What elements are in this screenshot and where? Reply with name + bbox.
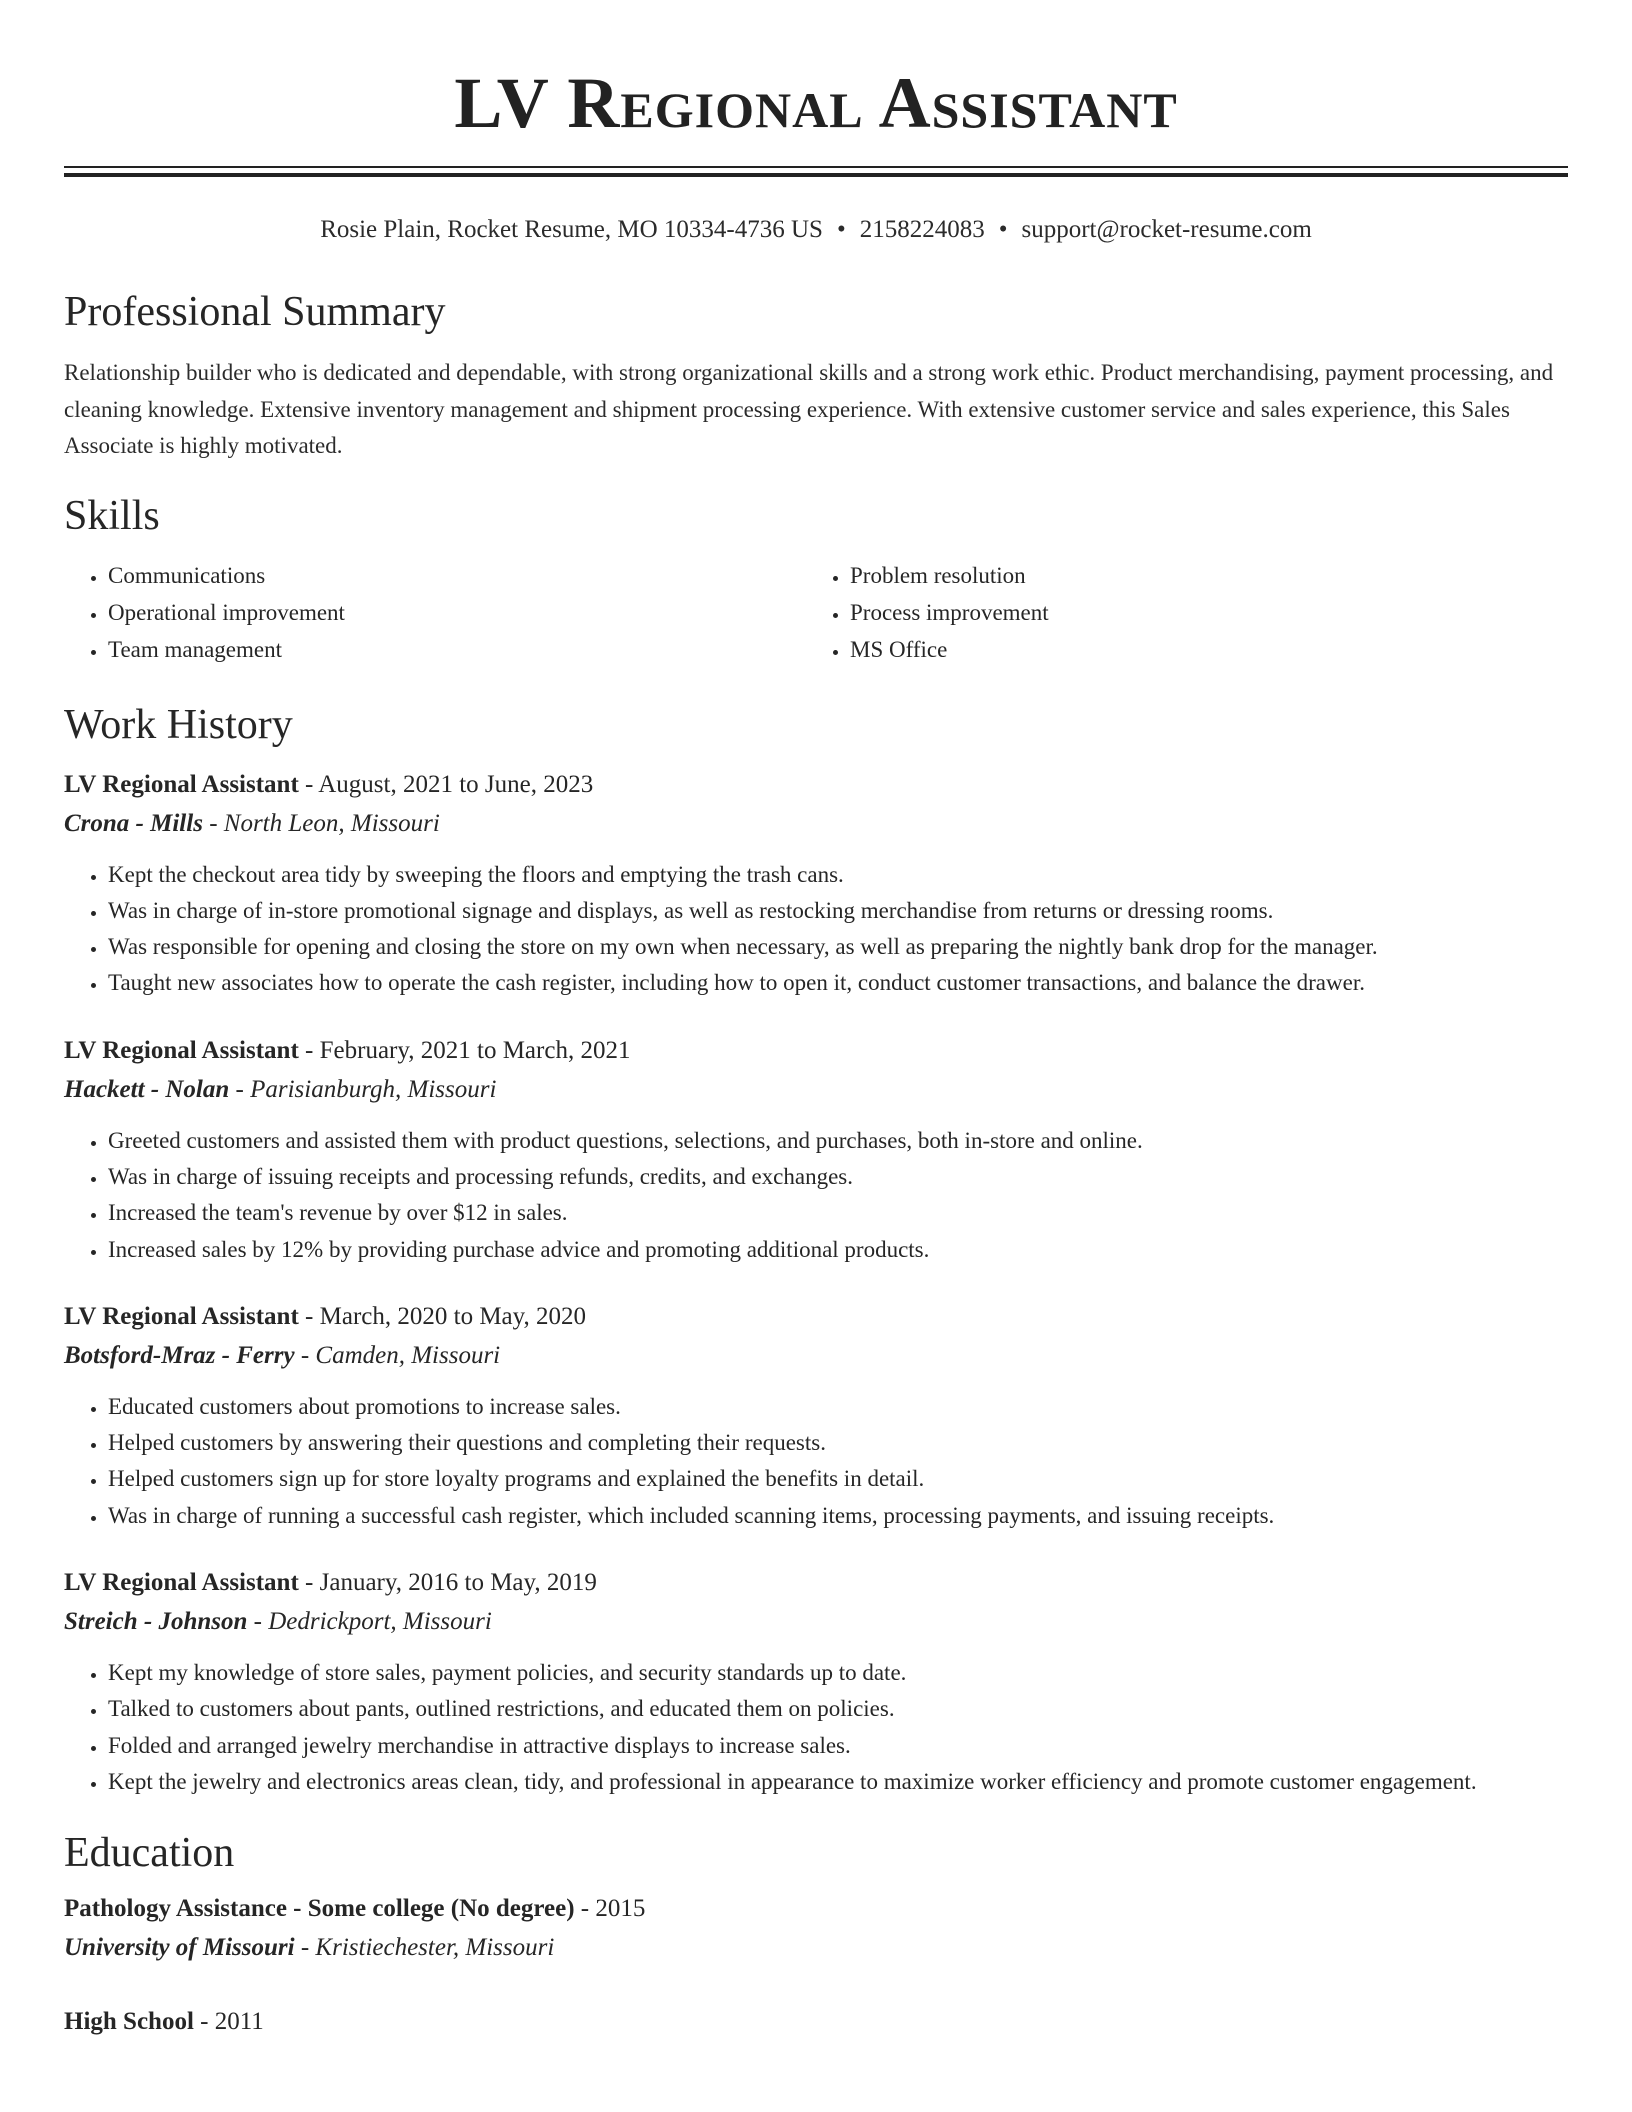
job-title-line (64, 1032, 1568, 1070)
job-company: Crona - Mills (64, 809, 203, 837)
job-location: - Dedrickport, Missouri (247, 1608, 492, 1636)
job-title-line (64, 1564, 1568, 1602)
education-heading: Education (64, 1830, 235, 1877)
education-entry (64, 1890, 1568, 1967)
education-entry (64, 2003, 1568, 2041)
job-bullet: • Was in charge of in-store promotional signage and displays, as well as restocking merchandise from returns or dressing rooms. (108, 893, 1568, 929)
job-dates: - August, 2021 to June, 2023 (298, 770, 594, 798)
job-bullet: • Was in charge of issuing receipts and processing refunds, credits, and exchanges. (108, 1159, 1568, 1195)
job-location: - Parisianburgh, Missouri (229, 1075, 497, 1103)
job-title: LV Regional Assistant (64, 1302, 299, 1330)
job-bullet: • Greeted customers and assisted them with product questions, selections, and purchases, both in-store and online. (108, 1123, 1568, 1159)
job-entry (64, 1564, 1568, 1800)
job-location: - Camden, Missouri (294, 1341, 501, 1369)
job-dates: - January, 2016 to May, 2019 (298, 1569, 597, 1597)
job-bullet: • Helped customers by answering their questions and completing their requests. (108, 1425, 1568, 1461)
summary-text: Relationship builder who is dedicated and dependable, with strong organizational skills and a strong work ethic. Product merchandising, payment processing, and cleaning knowledge. Extensive inventory management and shipment processing experience. With extensive customer service and sales experience, this Sales Associate is highly motivated. (64, 360, 1554, 458)
job-title-line (64, 1298, 1568, 1336)
education-school: University of Missouri (64, 1934, 295, 1962)
work-history-heading: Work History (64, 701, 293, 748)
skill-item: • Problem resolution (850, 557, 1548, 594)
job-bullet: • Kept the checkout area tidy by sweeping the floors and emptying the trash cans. (108, 857, 1568, 893)
contact-address: Rosie Plain, Rocket Resume, MO 10334-4736 US (320, 216, 823, 243)
job-entry (64, 766, 1568, 1002)
job-location: - North Leon, Missouri (202, 809, 440, 837)
job-title: LV Regional Assistant (64, 1569, 299, 1597)
job-entry (64, 1032, 1568, 1268)
job-bullets (64, 1655, 1568, 1800)
resume-name: LV Regional Assistant (454, 63, 1178, 143)
job-employer-line (64, 1070, 1568, 1109)
job-title: LV Regional Assistant (64, 770, 299, 798)
job-title-line (64, 766, 1568, 804)
job-bullet: • Talked to customers about pants, outlined restrictions, and educated them on policies. (108, 1691, 1568, 1727)
job-bullet: • Increased the team's revenue by over $12 in sales. (108, 1195, 1568, 1231)
job-title: LV Regional Assistant (64, 1036, 299, 1064)
job-bullets (64, 1389, 1568, 1534)
job-bullets (64, 857, 1568, 1002)
contact-phone: 2158224083 (859, 216, 985, 243)
job-company: Botsford-Mraz - Ferry (64, 1341, 295, 1369)
job-employer-line (64, 1336, 1568, 1375)
job-entry (64, 1298, 1568, 1534)
education-year: - 2011 (193, 2008, 264, 2036)
job-employer-line (64, 804, 1568, 843)
job-company: Hackett - Nolan (64, 1075, 230, 1103)
skill-item: • Communications (108, 557, 806, 594)
education-school-line (64, 1928, 1568, 1967)
skills-column-left (64, 557, 806, 668)
skills-heading: Skills (64, 492, 160, 539)
summary-heading: Professional Summary (64, 289, 446, 335)
contact-line (64, 215, 1568, 245)
job-bullet: • Was in charge of running a successful cash register, which included scanning items, processing payments, and issuing receipts. (108, 1498, 1568, 1534)
skills-list (64, 557, 1568, 668)
job-bullet: • Kept the jewelry and electronics areas clean, tidy, and professional in appearance to maximize worker efficiency and promote customer engagement. (108, 1764, 1568, 1800)
job-dates: - March, 2020 to May, 2020 (298, 1302, 587, 1330)
skill-item: • Process improvement (850, 594, 1548, 631)
contact-separator: • (998, 216, 1008, 243)
contact-email: support@rocket-resume.com (1021, 216, 1312, 243)
education-year: - 2015 (574, 1895, 646, 1923)
job-bullets (64, 1123, 1568, 1268)
education-location: - Kristiechester, Missouri (294, 1934, 555, 1962)
skill-item: • Team management (108, 631, 806, 668)
job-company: Streich - Johnson (64, 1608, 248, 1636)
job-employer-line (64, 1602, 1568, 1641)
job-bullet: • Educated customers about promotions to increase sales. (108, 1389, 1568, 1425)
education-degree: High School (64, 2008, 194, 2036)
contact-separator: • (836, 216, 846, 243)
job-bullet: • Increased sales by 12% by providing purchase advice and promoting additional products. (108, 1232, 1568, 1268)
job-bullet: • Taught new associates how to operate the cash register, including how to open it, conduct customer transactions, and balance the drawer. (108, 965, 1568, 1001)
education-degree: Pathology Assistance - Some college (No degree) (64, 1895, 575, 1923)
education-degree-line (64, 2003, 1568, 2041)
job-bullet: • Kept my knowledge of store sales, payment policies, and security standards up to date. (108, 1655, 1568, 1691)
skills-column-right (806, 557, 1548, 668)
skill-item: • Operational improvement (108, 594, 806, 631)
job-bullet: • Was responsible for opening and closing the store on my own when necessary, as well as preparing the nightly bank drop for the manager. (108, 929, 1568, 965)
header-divider (64, 166, 1568, 177)
education-degree-line (64, 1890, 1568, 1928)
job-bullet: • Folded and arranged jewelry merchandise in attractive displays to increase sales. (108, 1728, 1568, 1764)
job-dates: - February, 2021 to March, 2021 (298, 1036, 631, 1064)
job-bullet: • Helped customers sign up for store loyalty programs and explained the benefits in detail. (108, 1461, 1568, 1497)
skill-item: • MS Office (850, 631, 1548, 668)
